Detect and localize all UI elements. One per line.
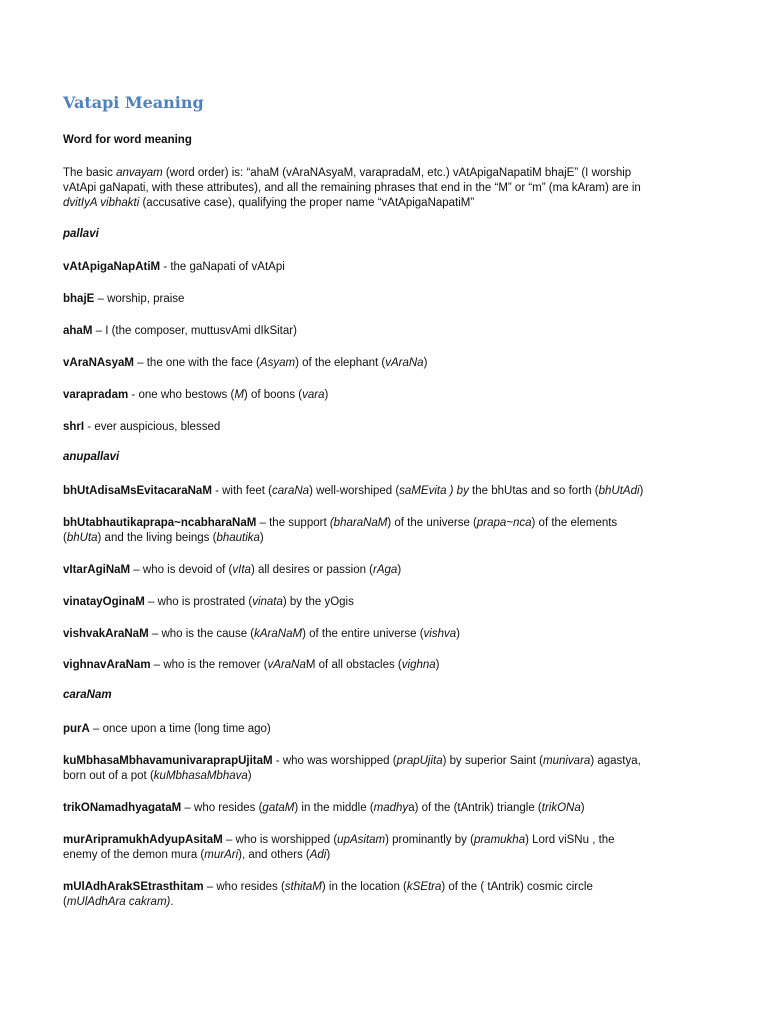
entry-italic: saMEvita ) by bbox=[399, 485, 469, 497]
entry-italic: kSEtra bbox=[406, 881, 442, 893]
entry-text: ) by the yOgis bbox=[282, 596, 354, 608]
entry-text: – worship, praise bbox=[94, 293, 185, 305]
entry-italic: bhUtAdi bbox=[598, 485, 640, 497]
entry-text: ) bbox=[247, 770, 252, 782]
intro-italic: anvayam bbox=[116, 167, 163, 179]
entry-text: – who is prostrated ( bbox=[144, 596, 253, 608]
entry-text: ) bbox=[580, 802, 585, 814]
entry-text: – the support bbox=[256, 517, 330, 529]
entry-italic: Asyam bbox=[259, 357, 296, 369]
definition-entry-continued bbox=[63, 894, 706, 910]
entry-text: ( bbox=[63, 532, 67, 544]
entry-text: ) in the middle ( bbox=[294, 802, 374, 814]
entry-italic: vishva bbox=[423, 628, 457, 640]
entry-text: ) agastya, bbox=[590, 755, 641, 767]
entry-term: murAripramukhAdyupAsitaM bbox=[63, 834, 223, 846]
entry-italic: kAraNaM bbox=[254, 628, 303, 640]
entry-text: – who resides ( bbox=[203, 881, 285, 893]
entry-italic: madhy bbox=[373, 802, 409, 814]
entry-text: – who is devoid of ( bbox=[130, 564, 233, 576]
definition-entry bbox=[63, 832, 706, 848]
entry-italic: sthitaM bbox=[284, 881, 322, 893]
entry-italic: gataM bbox=[262, 802, 295, 814]
entry-italic: trikONa bbox=[541, 802, 581, 814]
entry-italic: murAri bbox=[204, 849, 239, 861]
entry-text: ) bbox=[259, 532, 264, 544]
entry-text: ) of the entire universe ( bbox=[302, 628, 424, 640]
definition-entry bbox=[63, 657, 706, 673]
definition-entry bbox=[63, 483, 706, 499]
entry-italic: vinata bbox=[252, 596, 283, 608]
entry-text: ) of the universe ( bbox=[387, 517, 477, 529]
entry-text: ) bbox=[639, 485, 644, 497]
entry-term: shrI bbox=[63, 421, 85, 433]
entry-text: ) well-worshiped ( bbox=[309, 485, 400, 497]
entry-term: vItarAgiNaM bbox=[63, 564, 131, 576]
entry-italic: bhautika bbox=[216, 532, 260, 544]
entry-text: – once upon a time (long time ago) bbox=[89, 723, 271, 735]
entry-text: . bbox=[170, 896, 174, 908]
entry-text: ) of the elements bbox=[531, 517, 618, 529]
entry-text: ( bbox=[63, 896, 67, 908]
definition-entry bbox=[63, 323, 706, 339]
entry-term: kuMbhasaMbhavamunivaraprapUjitaM bbox=[63, 755, 273, 767]
entry-text: ) of the elephant ( bbox=[295, 357, 386, 369]
entry-text: - one who bestows ( bbox=[128, 389, 235, 401]
entry-italic: mUlAdhAra cakram) bbox=[66, 896, 171, 908]
entry-italic: munivara bbox=[543, 755, 591, 767]
definition-entry bbox=[63, 626, 706, 642]
entry-text: - who was worshipped ( bbox=[272, 755, 397, 767]
entry-italic: bhUta bbox=[66, 532, 98, 544]
intro-line-1 bbox=[63, 165, 706, 181]
entry-term: varapradam bbox=[63, 389, 129, 401]
entry-term: bhUtabhautikaprapa~ncabharaNaM bbox=[63, 517, 257, 529]
intro-text: The basic bbox=[63, 167, 117, 179]
document-title: Vatapi Meaning bbox=[63, 93, 204, 112]
entry-text: – the one with the face ( bbox=[133, 357, 260, 369]
entry-text: ) by superior Saint ( bbox=[442, 755, 543, 767]
entry-text: – who is worshipped ( bbox=[222, 834, 338, 846]
entry-text: ) of boons ( bbox=[243, 389, 303, 401]
entry-italic: prapa~nca bbox=[476, 517, 532, 529]
entry-italic: kuMbhasaMbhava bbox=[153, 770, 248, 782]
entry-text: ) bbox=[326, 849, 331, 861]
entry-text: ) of the ( tAntrik) cosmic circle bbox=[441, 881, 593, 893]
definition-entry-continued bbox=[63, 530, 706, 546]
definition-entry-continued bbox=[63, 768, 706, 784]
entry-text: ) bbox=[423, 357, 428, 369]
entry-text: M of all obstacles ( bbox=[305, 659, 402, 671]
definition-entry bbox=[63, 259, 706, 275]
entry-text: – who is the cause ( bbox=[148, 628, 255, 640]
entry-text: ) Lord viSNu , the bbox=[525, 834, 615, 846]
entry-term: bhUtAdisaMsEvitacaraNaM bbox=[63, 485, 212, 497]
entry-text: ) bbox=[324, 389, 329, 401]
definition-entry bbox=[63, 515, 706, 531]
entry-text: - with feet ( bbox=[211, 485, 272, 497]
entry-italic: vAraNa bbox=[385, 357, 424, 369]
entry-italic: vIta bbox=[232, 564, 251, 576]
entry-text: ) bbox=[435, 659, 440, 671]
entry-term: mUlAdhArakSEtrasthitam bbox=[63, 881, 204, 893]
definition-entry bbox=[63, 594, 706, 610]
entry-text: a) of the (tAntrik) triangle ( bbox=[408, 802, 542, 814]
intro-line-3 bbox=[63, 195, 706, 211]
entry-italic: upAsitam bbox=[337, 834, 386, 846]
definition-entry bbox=[63, 879, 706, 895]
entry-term: trikONamadhyagataM bbox=[63, 802, 182, 814]
definition-entry bbox=[63, 721, 706, 737]
entry-text: ), and others ( bbox=[238, 849, 310, 861]
section-heading-caranam: caraNam bbox=[63, 689, 112, 701]
entry-italic: vara bbox=[302, 389, 325, 401]
entry-text: ) bbox=[397, 564, 402, 576]
entry-italic: Adi bbox=[309, 849, 327, 861]
intro-text: (accusative case), qualifying the proper name “vAtApigaNapatiM” bbox=[139, 197, 475, 209]
entry-term: ahaM bbox=[63, 325, 93, 337]
entry-italic: (bharaNaM bbox=[329, 517, 388, 529]
entry-text: the bhUtas and so forth ( bbox=[468, 485, 599, 497]
entry-text: ) and the living beings ( bbox=[97, 532, 217, 544]
entry-text: – who resides ( bbox=[181, 802, 263, 814]
entry-term: vighnavAraNam bbox=[63, 659, 151, 671]
entry-text: ) prominantly by ( bbox=[385, 834, 474, 846]
definition-entry bbox=[63, 419, 706, 435]
entry-italic: prapUjita bbox=[396, 755, 443, 767]
entry-text: born out of a pot ( bbox=[63, 770, 154, 782]
entry-term: purA bbox=[63, 723, 90, 735]
definition-entry-continued bbox=[63, 847, 706, 863]
entry-italic: M bbox=[234, 389, 244, 401]
definition-entry bbox=[63, 753, 706, 769]
entry-text: - ever auspicious, blessed bbox=[84, 421, 221, 433]
intro-italic: dvitIyA vibhakti bbox=[63, 197, 140, 209]
entry-term: vAraNAsyaM bbox=[63, 357, 134, 369]
entry-text: enemy of the demon mura ( bbox=[63, 849, 205, 861]
entry-italic: caraNa bbox=[271, 485, 310, 497]
definition-entry bbox=[63, 387, 706, 403]
entry-italic: pramukha bbox=[473, 834, 526, 846]
entry-italic: rAga bbox=[373, 564, 398, 576]
entry-italic: vighna bbox=[401, 659, 436, 671]
intro-line-2: vAtApi gaNapati, with these attributes), and all the remaining phrases that end in the “M” or “m” (ma kAram) are in bbox=[63, 182, 641, 194]
entry-italic: vAraNa bbox=[267, 659, 306, 671]
entry-term: bhajE bbox=[63, 293, 95, 305]
entry-term: vAtApigaNapAtiM bbox=[63, 261, 161, 273]
entry-text: - the gaNapati of vAtApi bbox=[160, 261, 285, 273]
entry-text: ) all desires or passion ( bbox=[250, 564, 374, 576]
definition-entry bbox=[63, 355, 706, 371]
definition-entry bbox=[63, 291, 706, 307]
entry-term: vishvakAraNaM bbox=[63, 628, 149, 640]
entry-text: ) bbox=[456, 628, 460, 640]
intro-text: (word order) is: “ahaM (vAraNAsyaM, varapradaM, etc.) vAtApigaNapatiM bhajE” (I worship bbox=[162, 167, 632, 179]
definition-entry bbox=[63, 800, 706, 816]
section-subtitle: Word for word meaning bbox=[63, 134, 192, 146]
entry-text: – who is the remover ( bbox=[150, 659, 268, 671]
definition-entry bbox=[63, 562, 706, 578]
section-heading-anupallavi: anupallavi bbox=[63, 451, 120, 463]
entry-text: ) in the location ( bbox=[321, 881, 407, 893]
entry-text: – I (the composer, muttusvAmi dIkSitar) bbox=[92, 325, 297, 337]
entry-term: vinatayOginaM bbox=[63, 596, 145, 608]
section-heading-pallavi: pallavi bbox=[63, 228, 99, 240]
